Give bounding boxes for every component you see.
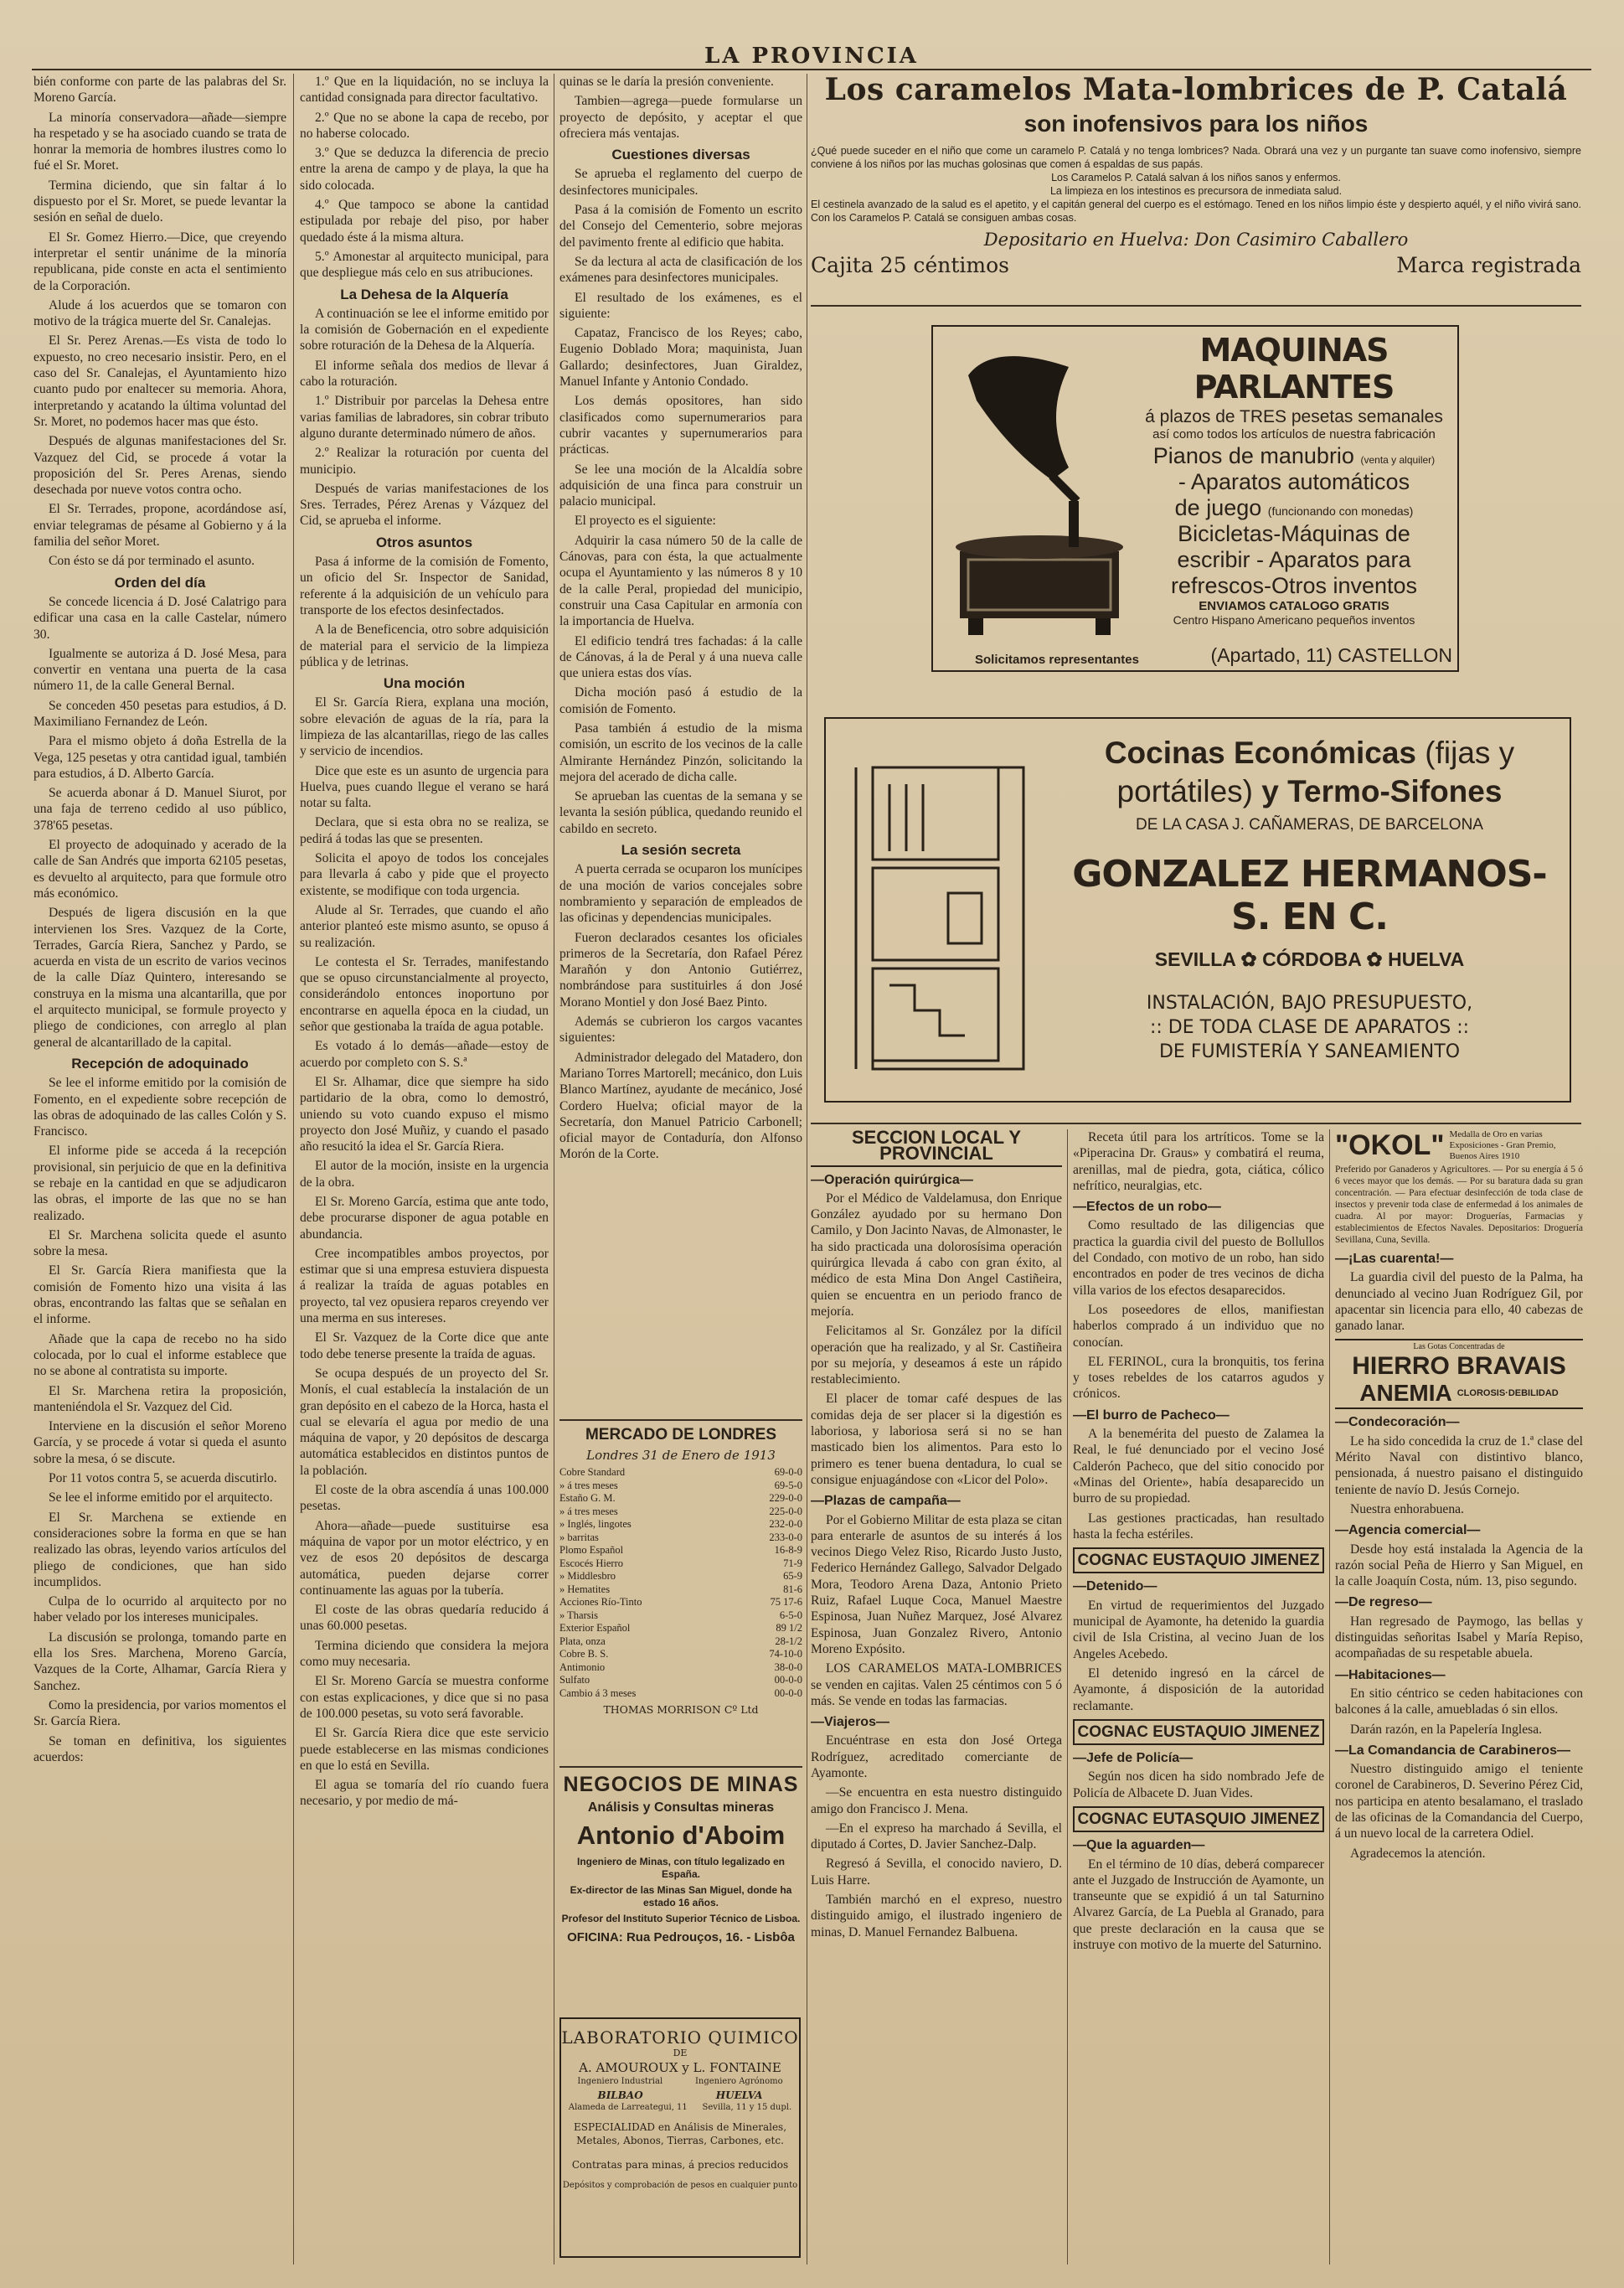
market-item: Escocés Hierro — [559, 1557, 624, 1569]
paragraph: El Sr. García Riera manifiesta que la comisión de Fomento hizo una visita á las obras, encontrando las faltas que se señalan en el informe. — [34, 1263, 286, 1327]
cocinas-company: GONZALEZ HERMANOS-S. EN C. — [1072, 853, 1547, 938]
column-1 — [34, 74, 286, 2265]
section-heading: Cuestiones diversas — [611, 147, 750, 163]
maquinas-line: Bicicletas-Máquinas de — [1178, 521, 1410, 546]
paragraph: Se toman en definitiva, los siguientes acuerdos: — [34, 1733, 286, 1764]
market-row — [559, 1661, 802, 1675]
maquinas-address: (Apartado, 11) CASTELLON — [1210, 644, 1452, 666]
minas-line: Profesor del Instituto Superior Técnico de Lisboa. — [561, 1913, 801, 1924]
market-value: 69-5-0 — [774, 1479, 802, 1491]
paragraph: El Sr. Terrades, propone, acordándose así, enviar telegramas de pésame al Gobierno y á la familia del señor Moret. — [34, 502, 286, 550]
minas-office: OFICINA: Rua Pedrouços, 16. - Lisbôa — [567, 1930, 795, 1945]
paragraph: También marchó en el expreso, nuestro distinguido amigo, el ilustrado ingeniero de minas, D. Manuel Fernandez Balbuena. — [811, 1893, 1062, 1939]
maquinas-ad — [931, 325, 1459, 672]
cocinas-line: Cocinas Económicas — [1104, 736, 1416, 770]
cocinas-row — [1060, 774, 1559, 809]
paragraph: Adquirir la casa número 50 de la calle de Cánovas, para con ésta, la que actualmente ocupa el Ayuntamiento y las números 8 y 10 de la calle Peral, propiedad del municipio, construir una Casa Capitular en armonía con la importancia de Huelva. — [559, 533, 802, 629]
paragraph: Según nos dicen ha sido nombrado Jefe de Policía de Albacete D. Juan Vides. — [1073, 1769, 1324, 1800]
market-row — [559, 1687, 802, 1701]
stove-illustration — [839, 734, 1049, 1086]
paragraph: Interviene en la discusión el señor Moreno García, y se procede á votar si queda el asunto sobre la mesa, ó se discute. — [34, 1419, 286, 1466]
market-value: 28-1/2 — [775, 1635, 802, 1647]
gramophone-icon — [943, 342, 1136, 643]
paragraph: En sitio céntrico se ceden habitaciones con balcones á la calle, amuebladas ó sin ellos. — [1335, 1686, 1583, 1717]
paragraph: El Sr. Marchena se extiende en consideraciones sobre la forma en que se han realizado las obras, leyendo varios artículos del pliego de condiciones, que han sido incumplidos. — [34, 1510, 286, 1589]
paragraph: El agua se tomaría del río cuando fuera necesario, y por medio de má- — [300, 1778, 549, 1809]
paragraph: Se ocupa después de un proyecto del Sr. Monís, el cual establecía la instalación de un gran depósito en el cabezo de la Horca, hasta el cual se elevaría el agua por medio de una máquina de vapor, y 20 depósitos de descarga automática establecidos en distintos puntos de la población. — [300, 1366, 549, 1478]
section-heading: Una moción — [383, 675, 466, 692]
section-heading: La sesión secreta — [621, 842, 741, 859]
cocinas-line: INSTALACIÓN, BAJO PRESUPUESTO, — [1146, 993, 1473, 1014]
market-value: 75 17-6 — [770, 1596, 802, 1608]
market-item: Cambio á 3 meses — [559, 1686, 637, 1699]
market-row — [559, 1518, 802, 1531]
paragraph: EL FERINOL, cura la bronquitis, tos ferina y toses rebeldes de los catarros agudos y crónicos. — [1073, 1354, 1324, 1402]
market-row — [559, 1583, 802, 1597]
paragraph: Por el Médico de Valdelamusa, don Enrique González ayudado por su hermano Don Camilo, y Don Jacinto Navas, de Almonaster, le ha sido practicada una dolorosísima operación quirúrgica llevada á cabo con gran éxito, al médico de esta Mina Don Angel Castiñeira, quien se encuentra en un periodo franco de mejoría. — [811, 1190, 1062, 1319]
news-heading: —Jefe de Policía— — [1073, 1751, 1194, 1766]
paragraph: Por el Gobierno Militar de esta plaza se citan para enterarle de asuntos de su interés á los vecinos Diego Velez Riso, Ricardo Justo Justo, Federico Hernández Gallego, Salvador Delgado Mora, Teodoro Arena Daza, Antonio Prieto Ruiz, Rafael Luque Coca, Manuel Maestre Espinosa, Juan Nuñez Marquez, José Alvarez Espinosa, Juan Gonzalez Rivero, Antonio Moreno Expósito. — [811, 1512, 1062, 1656]
paragraph: El coste de la obra ascendía á unas 100.000 pesetas. — [300, 1483, 549, 1514]
maquinas-note: (venta y alquiler) — [1360, 454, 1436, 466]
market-item: » barritas — [559, 1531, 599, 1543]
paragraph: —Se encuentra en esta nuestro distinguido amigo don Francisco J. Mena. — [811, 1785, 1062, 1816]
paragraph: El Sr. Vazquez de la Corte dice que ante todo debe tenerse presente la traída de aguas. — [300, 1330, 549, 1361]
column-rule — [1329, 1129, 1330, 2265]
paragraph: Para el mismo objeto á doña Estrella de la Vega, 125 pesetas y otra cantidad igual, también para estudios, á D. Alberto García. — [34, 734, 286, 781]
paragraph: Se aprueban las cuentas de la semana y se levanta la sesión pública, quedando reunido el cabildo en secreto. — [559, 789, 802, 836]
minas-line: Ingeniero de Minas, con título legalizado en España. — [576, 1856, 786, 1880]
column-2 — [300, 74, 549, 2265]
market-row — [559, 1635, 802, 1649]
paragraph: Administrador delegado del Matadero, don Mariano Torres Martorell; mecánico, don Luis Blanco Martínez, ayudante de mecánico, José Cordero Huelva; oficial mayor de la Secretaría, don Manuel Patricio Carbonell; oficial mayor de Contaduría, don Alfonso Morón de la Corte. — [559, 1050, 802, 1162]
paragraph: Nuestra enhorabuena. — [1350, 1501, 1464, 1516]
lab-de: DE — [673, 2048, 688, 2058]
market-item: » Tharsis — [559, 1609, 598, 1621]
news-heading: —Agencia comercial— — [1335, 1523, 1481, 1538]
paragraph: Dice que este es un asunto de urgencia para Huelva, pues cuando llegue el verano se hará notar su falta. — [300, 763, 549, 811]
market-value: 74-10-0 — [769, 1648, 802, 1660]
rule — [811, 1123, 1581, 1124]
gramophone-illustration — [943, 342, 1136, 643]
catala-subtitle: son inofensivos para los niños — [1023, 111, 1369, 137]
market-date: Londres 31 de Enero de 1913 — [586, 1448, 776, 1463]
cocinas-cities: SEVILLA ✿ CÓRDOBA ✿ HUELVA — [1154, 948, 1465, 970]
market-row — [559, 1506, 802, 1519]
paragraph: El Sr. Gomez Hierro.—Dice, que creyendo interpretar el sentir unánime de la minoría republicana, pide conste en acta el sentimiento de la Corporación. — [34, 230, 286, 293]
news-heading: —Viajeros— — [811, 1715, 889, 1730]
paragraph: 3.º Que se deduzca la diferencia de precio entre la arena de campo y de playa, la que ha sido colocada. — [300, 146, 549, 193]
catala-price: Cajita 25 céntimos — [811, 253, 1009, 277]
maquinas-line: ENVIAMOS CATALOGO GRATIS — [1199, 599, 1389, 613]
catala-text: Los Caramelos P. Catalá salvan á los niños sanos y enfermos. — [1051, 172, 1341, 183]
news-heading: —Plazas de campaña— — [811, 1494, 961, 1509]
paragraph: A puerta cerrada se ocuparon los munícipes de una moción de varios concejales sobre nombramiento y separación de empleados de las oficinas y dependencias municipales. — [559, 862, 802, 926]
cocinas-line: :: DE TODA CLASE DE APARATOS :: — [1149, 1017, 1470, 1038]
column-rule — [1067, 1129, 1068, 2265]
news-heading: —Habitaciones— — [1335, 1667, 1446, 1682]
column-4 — [811, 1129, 1062, 2265]
catala-depositario: Depositario en Huelva: Don Casimiro Caballero — [983, 230, 1409, 250]
rule — [811, 305, 1581, 307]
okol-title: "OKOL" — [1335, 1129, 1445, 1161]
paragraph: Igualmente se autoriza á D. José Mesa, para convertir en ventana una puerta de la casa número 11, de la calle General Bernal. — [34, 646, 286, 694]
minas-ad — [559, 1773, 802, 2003]
minas-name: Antonio d'Aboim — [576, 1821, 786, 1850]
paragraph: Ahora—añade—puede sustituirse esa máquina de vapor por un motor eléctrico, y en vez de esos 20 depósitos de descarga automática, pueden dejarse correr continuamente las aguas por la tubería. — [300, 1518, 549, 1598]
catala-text: El cestinela avanzado de la salud es el apetito, y el capitán general del cuerpo es el estómago. Tened en los niños limpio éste y despierto aquél, y el niño vivirá sano. Con los Caramelos P. Catalá se consiguen ambas cosas. — [811, 199, 1581, 224]
market-value: 89 1/2 — [776, 1622, 802, 1634]
market-value: 81-6 — [783, 1583, 802, 1595]
lab-title: LABORATORIO QUIMICO — [561, 2027, 799, 2048]
paragraph: 2.º Que no se abone la capa de recebo, por no haberse colocado. — [300, 110, 549, 141]
lab-names: A. AMOUROUX y L. FONTAINE — [579, 2060, 781, 2075]
maquinas-row — [1138, 495, 1450, 521]
paragraph: Culpa de lo ocurrido al arquitecto por no haber velado por los intereses municipales. — [34, 1594, 286, 1625]
market-value: 229-0-0 — [769, 1492, 802, 1504]
catala-ad — [811, 72, 1581, 298]
market-item: Plomo Español — [559, 1544, 624, 1556]
cocinas-line: portátiles) — [1116, 774, 1253, 808]
maquinas-line: refrescos-Otros inventos — [1170, 573, 1418, 598]
rule — [559, 1419, 802, 1421]
market-title: MERCADO DE LONDRES — [585, 1426, 776, 1444]
paragraph: Como la presidencia, por varios momentos el Sr. García Riera. — [34, 1697, 286, 1729]
market-value: 232-0-0 — [769, 1518, 802, 1530]
lab-sub: Ingeniero Agrónomo — [694, 2077, 783, 2086]
maquinas-representantes: Solicitamos representantes — [975, 653, 1139, 667]
market-row — [559, 1570, 802, 1583]
column-5 — [1073, 1129, 1324, 2265]
paragraph: Después de algunas manifestaciones del Sr. Vazquez del Cid, se procede á votar la proposición del Sr. Peres Arenas, siendo desechada por nueve votos contra ocho. — [34, 434, 286, 498]
rule — [559, 1766, 802, 1768]
paragraph: Se lee el informe emitido por la comisión de Fomento, en el expediente sobre recepción de las obras de adoquinado de las calles Colón y S. Francisco. — [34, 1076, 286, 1139]
lab-addresses — [561, 2103, 799, 2112]
maquinas-line: - Aparatos automáticos — [1178, 469, 1410, 494]
paragraph: Encuéntrase en esta don José Ortega Rodríguez, acreditado comerciante de Ayamonte. — [811, 1733, 1062, 1780]
market-value: 69-0-0 — [774, 1466, 802, 1478]
paragraph: El placer de tomar café despues de las comidas deja de ser placer si la digestión es laboriosa, y laboriosa será si no se han masticado bien los alimentos. Para esto lo primero es tener buena dentadura, lo cual se consigue enjuagándose con «Licor del Polo». — [811, 1392, 1062, 1487]
section-heading: Otros asuntos — [375, 534, 473, 550]
paragraph: 1.º Que en la liquidación, no se incluya la cantidad consignada para director facultativo. — [300, 75, 549, 106]
maquinas-line: Centro Hispano Americano pequeños inventos — [1173, 613, 1415, 627]
paragraph: LOS CARAMELOS MATA-LOMBRICES se venden en cajitas. Valen 25 céntimos con 5 ó más. Se vende en todas las farmacias. — [811, 1661, 1062, 1708]
paragraph: A la benemérita del puesto de Zalamea la Real, le fué denunciado por el vecino José Calderón Pacheco, que del sitio conocido por «Minas del Oriente», había desaparecido un burro de su propiedad. — [1073, 1427, 1324, 1506]
paragraph: El Sr. Alhamar, dice que siempre ha sido partidario de la obra, como lo demostró, uniendo su voto cuando expuso el mismo proyecto don José Muñiz, y cuando el pasado año resucitó la idea el Sr. García Riera. — [300, 1074, 549, 1154]
paragraph: Termina diciendo, que sin faltar á lo dispuesto por el Sr. Moret, se puede levantar la sesión en señal de duelo. — [34, 178, 286, 225]
paragraph: El Sr. Marchena retira la proposición, manteniéndola el Sr. Vazquez del Cid. — [34, 1383, 286, 1414]
lab-deposit: Depósitos y comprobación de pesos en cualquier punto — [562, 2181, 798, 2190]
paragraph: Desde hoy está instalada la Agencia de la razón social Peña de Hierro y San Miguel, en la calle Joaquín Costa, núm. 13, piso segundo. — [1335, 1542, 1583, 1589]
paragraph: El coste de las obras quedaría reducido á unas 60.000 pesetas. — [300, 1603, 549, 1634]
market-row — [559, 1596, 802, 1609]
paragraph: El Sr. García Riera, explana una moción, sobre elevación de aguas de la ría, para la limpieza de las alcantarillas, riego de las calles y servicio de incendios. — [300, 695, 549, 759]
paragraph: 2.º Realizar la roturación por cuenta del municipio. — [300, 446, 549, 477]
news-heading: —El burro de Pacheco— — [1073, 1407, 1230, 1423]
maquinas-line: así como todos los artículos de nuestra fabricación — [1152, 427, 1436, 442]
paragraph: Felicitamos al Sr. González por la difícil operación que ha realizado, y al Sr. Castiñeira por su mejoría, y deseamos á este un rápido restablecimiento. — [811, 1324, 1062, 1387]
paragraph: Los poseedores de ellos, manifiestan haberlos comprado á un individuo que no conocían. — [1073, 1302, 1324, 1350]
news-heading: —Que la aguarden— — [1073, 1838, 1205, 1853]
market-value: 38-0-0 — [774, 1660, 802, 1673]
lab-subtitles — [561, 2077, 799, 2086]
anemia-title: ANEMIA — [1359, 1380, 1452, 1407]
cognac-ad: COGNAC EUSTAQUIO JIMENEZ — [1073, 1719, 1324, 1745]
okol-text: Preferido por Ganaderos y Agricultores. — Por su energía á 5 ó 6 veces mayor que los demás. — Por su baratura dada su gran concentración. — Para efectuar desinfección de toda clase de insectos y prevenir toda clase de enfermedad á los animales de cuadra. Al por mayor: Droguerías, Farmacias y establecimientos de Efectos Navales. Depositarios: Droguería Sevillana, Cuna, Sevilla. — [1335, 1165, 1583, 1245]
paragraph: Los demás opositores, han sido clasificados como supernumerarios para cubrir vacantes y supernumerarios para prácticas. — [559, 394, 802, 457]
market-row — [559, 1648, 802, 1661]
anemia-right: CLOROSIS·DEBILIDAD — [1456, 1387, 1559, 1398]
cocinas-line: (fijas y — [1425, 736, 1515, 770]
paragraph: El Sr. García Riera dice que este servicio puede establecerse en las mismas condiciones en que lo está en Sevilla. — [300, 1726, 549, 1773]
paragraph: 5.º Amonestar al arquitecto municipal, para que despliegue más celo en sus atribuciones. — [300, 249, 549, 281]
paragraph: Se aprueba el reglamento del cuerpo de desinfectores municipales. — [559, 167, 802, 198]
market-row — [559, 1492, 802, 1506]
cocinas-ad — [824, 717, 1571, 1103]
market-item: Plata, onza — [559, 1635, 606, 1647]
maquinas-text — [1138, 332, 1450, 627]
paragraph: Alude á los acuerdos que se tomaron con motivo de la trágica muerte del Sr. Canalejas. — [34, 297, 286, 329]
hierro-title: HIERRO BRAVAIS — [1352, 1352, 1566, 1381]
paragraph: El Sr. Marchena solicita quede el asunto sobre la mesa. — [34, 1227, 286, 1259]
lab-cities — [561, 2089, 799, 2101]
paragraph: El Sr. Moreno García, estima que ante todo, debe procurarse disponer de agua potable en abundancia. — [300, 1195, 549, 1242]
market-item: » Hematites — [559, 1583, 611, 1595]
paragraph: A la de Beneficencia, otro sobre adquisición de material para el servicio de la limpieza pública y de letrinas. — [300, 622, 549, 669]
paragraph: bién conforme con parte de las palabras del Sr. Moreno García. — [34, 75, 286, 106]
market-item: Exterior Español — [559, 1622, 631, 1634]
section-heading: La Dehesa de la Alquería — [340, 286, 508, 302]
paragraph: Le ha sido concedida la cruz de 1.ª clase del Mérito Naval con distintivo blanco, pensionada, á nuestro paisano el distinguido teniente de navío D. Jesús Cornejo. — [1335, 1433, 1583, 1497]
maquinas-title: MAQUINAS PARLANTES — [1194, 332, 1395, 405]
paragraph: El proyecto es el siguiente: — [575, 514, 716, 529]
market-box — [559, 1424, 802, 1759]
market-item: » Inglés, lingotes — [559, 1518, 632, 1530]
lab-address: Alameda de Larreategui, 11 — [568, 2103, 688, 2112]
paragraph: Regresó á Sevilla, el conocido naviero, D. Luis Harre. — [811, 1857, 1062, 1888]
maquinas-footer — [975, 644, 1452, 667]
water-heater-diagram-icon — [839, 734, 1049, 1086]
paragraph: 4.º Que tampoco se abone la cantidad estipulada por rebaje del piso, por haber quedado éste á la misma altura. — [300, 198, 549, 245]
market-item: Acciones Río-Tinto — [559, 1596, 642, 1608]
paragraph: Pasa á la comisión de Fomento un escrito del Consejo del Cementerio, sobre mejoras del pavimento frente al edificio que habita. — [559, 203, 802, 250]
news-heading: —¡Las cuarenta!— — [1335, 1252, 1454, 1266]
news-heading: —Efectos de un robo— — [1073, 1200, 1221, 1215]
okol-ad-header — [1335, 1129, 1583, 1162]
news-heading: —Operación quirúrgica— — [811, 1172, 973, 1187]
cocinas-line: y Termo-Sifones — [1261, 774, 1503, 808]
paragraph: —En el expreso ha marchado á Sevilla, el diputado á Cortes, D. Javier Sanchez-Dalp. — [811, 1821, 1062, 1852]
market-row — [559, 1531, 802, 1545]
paragraph: La guardia civil del puesto de la Palma, ha denunciado al vecino Juan Rodríguez Gil, por apacentar sin licencia para ello, 40 cabezas de ganado lanar. — [1335, 1270, 1583, 1334]
market-row — [559, 1609, 802, 1623]
cocinas-text — [1060, 736, 1559, 1062]
hierro-top: Las Gotas Concentradas de — [1413, 1342, 1505, 1352]
market-value: 00-0-0 — [774, 1674, 802, 1686]
cocinas-line: DE LA CASA J. CAÑAMERAS, DE BARCELONA — [1136, 816, 1483, 834]
cognac-ad: COGNAC EUTASQUIO JIMENEZ — [1073, 1806, 1324, 1832]
paragraph: La minoría conservadora—añade—siempre ha respetado y se ha asociado cuando se trata de honrar la memoria de hombres ilustres como lo fué el Sr. Moret. — [34, 110, 286, 173]
news-heading: —La Comandancia de Carabineros— — [1335, 1743, 1570, 1758]
paragraph: Le contesta el Sr. Terrades, manifestando que se opuso circunstancialmente al proyecto, considerándolo entonces inoportuno por encontrarse en aquella época en la ciudad, un señor que gestionaba la traída de agua potable. — [300, 954, 549, 1035]
paragraph: 1.º Distribuir por parcelas la Dehesa entre varias familias de labradores, sin cobrar tributo alguno durante determinado número de años. — [300, 394, 549, 441]
market-item: » Middlesbro — [559, 1570, 616, 1582]
market-table — [559, 1466, 802, 1700]
paragraph: Se da lectura al acta de clasificación de los exámenes para desinfectores municipales. — [559, 254, 802, 286]
masthead — [32, 44, 1591, 70]
maquinas-line: de juego — [1174, 495, 1262, 520]
lab-contract: Contratas para minas, á precios reducidos — [571, 2159, 789, 2171]
lab-city: HUELVA — [715, 2089, 763, 2101]
paragraph: Agradecemos la atención. — [1350, 1846, 1486, 1861]
section-heading: Orden del día — [114, 574, 206, 591]
catala-brand: Marca registrada — [1396, 253, 1581, 277]
hierro-ad — [1335, 1339, 1583, 1409]
market-row — [559, 1466, 802, 1480]
market-item: Cobre Standard — [559, 1466, 626, 1478]
paragraph: Pasa también á estudio de la misma comisión, un escrito de los vecinos de la calle Almirante Hernández Pinzón, solicitando la mejora del acerado de dicha calle. — [559, 720, 802, 784]
paragraph: Como resultado de las diligencias que practica la guardia civil del puesto de Bollullos del Condado, con motivo de un robo, han sido encontrados en poder de tres vecinos de dicha villa varios de los efectos desaparecidos. — [1073, 1218, 1324, 1298]
paragraph: En el término de 10 días, deberá comparecer ante el Juzgado de Instrucción de Ayamonte, un transeunte que se expidió á un tal Saturnino Alvarez García, de La Puebla al Granado, para que preste declaración en la causa que se instruye con motivo de la muerte del Saturnino. — [1073, 1857, 1324, 1953]
paragraph: A continuación se lee el informe emitido por la comisión de Gobernación en el expediente sobre roturación de la Dehesa de la Alquería. — [300, 306, 549, 354]
paragraph: Después de ligera discusión en la que intervienen los Sres. Vazquez de la Corte, Terrades, García Riera, Sanchez y Pardo, se acuerda en vista de un escrito de varios vecinos de la calle Díaz Quintero, interesando se construya en la misma una alcantarilla, que por el arquitecto municipal, se formule proyecto y pliego de condiciones, con arreglo al plan general de alcantarillado de la capital. — [34, 906, 286, 1050]
lab-sub: Ingeniero Industrial — [577, 2077, 663, 2086]
paragraph: Se acuerda abonar á D. Manuel Siurot, por una faja de terreno cedido al uso público, 378'65 pesetas. — [34, 786, 286, 833]
market-row — [559, 1674, 802, 1687]
paragraph: Alude al Sr. Terrades, que cuando el año anterior planteó este mismo asunto, se opuso á su realización. — [300, 902, 549, 950]
paragraph: El informe pide se acceda á la recepción provisional, sin perjuicio de que en la definitiva se rebaje en la cantidad en que se adjudicaron las obras, el importe de las que no se han realizado. — [34, 1144, 286, 1223]
maquinas-line: escribir - Aparatos para — [1177, 547, 1411, 572]
market-row — [559, 1622, 802, 1635]
market-row — [559, 1557, 802, 1571]
section-heading: Recepción de adoquinado — [71, 1055, 249, 1072]
section-title: SECCION LOCAL Y PROVINCIAL — [811, 1129, 1062, 1167]
paragraph: Por 11 votos contra 5, se acuerda discutirlo. — [49, 1471, 277, 1486]
maquinas-line: Pianos de manubrio — [1152, 443, 1354, 468]
market-item: » á tres meses — [559, 1479, 618, 1491]
minas-line: Ex-director de las Minas San Miguel, donde ha estado 16 años. — [570, 1884, 792, 1908]
market-row — [559, 1544, 802, 1557]
paragraph: Han regresado de Paymogo, las bellas y distinguidas señoritas Isabel y María Repiso, acompañadas de su respetable abuela. — [1335, 1614, 1583, 1661]
minas-title: NEGOCIOS DE MINAS — [563, 1773, 799, 1796]
paragraph: Darán razón, en la Papelería Inglesa. — [1350, 1722, 1543, 1737]
market-row — [559, 1480, 802, 1493]
paragraph: El informe señala dos medios de llevar á cabo la roturación. — [300, 358, 549, 390]
paragraph: Se lee una moción de la Alcaldía sobre adquisición de una finca para construir un palacio municipal. — [559, 462, 802, 509]
lab-spec: ESPECIALIDAD en Análisis de Minerales, Metales, Abonos, Tierras, Carbones, etc. — [573, 2121, 787, 2146]
paragraph: Se lee el informe emitido por el arquitecto. — [49, 1490, 273, 1506]
column-6 — [1335, 1129, 1583, 2265]
lab-ad — [559, 2017, 801, 2258]
market-value: 233-0-0 — [769, 1531, 802, 1543]
paragraph: Añade que la capa de recebo no ha sido colocada, por lo cual el informe establece que no se abone al contratista su importe. — [34, 1331, 286, 1379]
paragraph: Declara, que si esta obra no se realiza, se pedirá á todas las que se presenten. — [300, 815, 549, 846]
market-signature: THOMAS MORRISON Cº Ltd — [603, 1703, 759, 1716]
maquinas-row — [1138, 443, 1450, 469]
catala-text: La limpieza en los intestinos es precursora de inmediata salud. — [1049, 185, 1343, 197]
market-value: 65-9 — [783, 1570, 802, 1582]
paragraph: Nuestro distinguido amigo el teniente coronel de Carabineros, D. Severino Pérez Cid, nos participa en atento besalamano, el traslado de las oficinas de la Comandancia del Cuerpo, á un nuevo local de la carretera Odiel. — [1335, 1762, 1583, 1841]
market-value: 71-9 — [783, 1557, 802, 1569]
paragraph: Se concede licencia á D. José Calatrigo para edificar una casa en la calle Castelar, número 30. — [34, 594, 286, 642]
market-value: 6-5-0 — [779, 1609, 802, 1621]
paragraph: El proyecto de adoquinado y acerado de la calle de San Andrés que importa 62105 pesetas, es devuelto al arquitecto, para que formule otro más económico. — [34, 838, 286, 901]
minas-sub: Análisis y Consultas mineras — [587, 1800, 775, 1815]
maquinas-note: (funcionando con monedas) — [1267, 504, 1414, 518]
paragraph: El detenido ingresó en la cárcel de Ayamonte, á disposición de la autoridad reclamante. — [1073, 1666, 1324, 1713]
anemia-row — [1335, 1381, 1583, 1406]
paragraph: El edificio tendrá tres fachadas: á la calle de Cánovas, á la de Peral y á una nueva calle que uniera estas dos vías. — [559, 633, 802, 681]
paragraph: Las gestiones practicadas, han resultado hasta la fecha estériles. — [1073, 1511, 1324, 1542]
news-heading: —Condecoración— — [1335, 1415, 1460, 1430]
lab-address: Sevilla, 11 y 15 dupl. — [702, 2103, 792, 2112]
catala-text: ¿Qué puede suceder en el niño que come un caramelo P. Catalá y no tenga lombrices? Nada. Obrará una vez y un purgante tan suave como inofensivo, siempre conviene á los niños por las muchas golosinas que comen á espaldas de sus papás. — [811, 145, 1581, 170]
catala-footer — [811, 253, 1581, 277]
paragraph: La discusión se prolonga, tomando parte en ella los Sres. Marchena, Moreno García, Vazques de la Corte, Alhamar, García Riera y Sanchez. — [34, 1629, 286, 1693]
cocinas-line: DE FUMISTERÍA Y SANEAMIENTO — [1158, 1041, 1461, 1062]
market-item: Antimonio — [559, 1660, 606, 1673]
paragraph: Pasa á informe de la comisión de Fomento, un oficio del Sr. Inspector de Sanidad, referente á la adquisición de un vehículo para transporte de los efectos desinfectados. — [300, 555, 549, 617]
okol-medal: Medalla de Oro en varias Exposiciones - Gran Premio, Buenos Aires 1910 — [1449, 1129, 1556, 1161]
market-value: 16-8-9 — [774, 1544, 802, 1556]
cocinas-row — [1060, 736, 1559, 771]
cognac-ad: COGNAC EUSTAQUIO JIMENEZ — [1073, 1547, 1324, 1573]
paragraph: Fueron declarados cesantes los oficiales primeros de la Secretaría, don Rafael Pérez Marañón y don Antonio Gutiérrez, nombrándose para sustituirles á don José Morano Montiel y don José Baez Pinto. — [559, 930, 802, 1010]
paragraph: Receta útil para los artríticos. Tome se la «Piperacina Dr. Graus» y combatirá el reuma, arenillas, mal de piedra, gota, ciática, cólico nefrítico, neuralgias, etc. — [1073, 1130, 1324, 1193]
paragraph: El Sr. Moreno García se muestra conforme con estas explicaciones, y dice que si no pasa de 100.000 pesetas, su voto será favorable. — [300, 1674, 549, 1721]
paragraph: Tambien—agrega—puede formularse un proyecto de depósito, y aceptar el que ofreciera más ventajas. — [559, 94, 802, 141]
column-rule — [293, 74, 294, 2265]
market-value: 00-0-0 — [774, 1686, 802, 1699]
paragraph: Cree incompatibles ambos proyectos, por estimar que si una empresa estuviera dispuesta á realizar la traída de aguas potables en proyecto, tal vez opusiera reparos creyendo ver una merma en sus intereses. — [300, 1246, 549, 1326]
market-item: » á tres meses — [559, 1505, 618, 1517]
news-heading: —De regreso— — [1335, 1595, 1432, 1610]
paragraph: El resultado de los exámenes, es el siguiente: — [559, 290, 802, 321]
market-value: 225-0-0 — [769, 1505, 802, 1517]
paragraph: Dicha moción pasó á estudio de la comisión de Fomento. — [559, 685, 802, 716]
paragraph: Termina diciendo que considera la mejora como muy necesaria. — [300, 1638, 549, 1670]
paragraph: El autor de la moción, insiste en la urgencia de la obra. — [300, 1159, 549, 1190]
paragraph: Además se cubrieron los cargos vacantes siguientes: — [559, 1015, 802, 1046]
market-item: Sulfato — [559, 1674, 590, 1686]
paragraph: Capataz, Francisco de los Reyes; cabo, Eugenio Doblado Mora; maquinista, Juan Gallardo; desinfectores, Juan Giraldez, Manuel Infante y Antonio Condado. — [559, 326, 802, 390]
paragraph: Se conceden 450 pesetas para estudios, á D. Maximiliano Fernandez de León. — [34, 698, 286, 729]
paragraph: Después de varias manifestaciones de los Sres. Terrades, Pérez Arenas y Vázquez del Cid, se aprueba el informe. — [300, 481, 549, 529]
column-3 — [559, 74, 802, 1414]
lab-city: BILBAO — [597, 2089, 643, 2101]
catala-title: Los caramelos Mata-lombrices de P. Catalá — [824, 72, 1568, 107]
market-item: Cobre B. S. — [559, 1648, 609, 1660]
maquinas-line: á plazos de TRES pesetas semanales — [1145, 407, 1443, 426]
paragraph: En virtud de requerimientos del Juzgado municipal de Ayamonte, ha detenido la guardia civil de Isla Cristina, al vecino Juan de los Angeles Acebedo. — [1073, 1598, 1324, 1661]
paragraph: quinas se le daría la presión conveniente. — [559, 75, 774, 89]
paragraph: Solicita el apoyo de todos los concejales para llevarla á cabo y pide que el proyecto existente, se modifique con toda urgencia. — [300, 851, 549, 898]
news-heading: —Detenido— — [1073, 1579, 1157, 1594]
paragraph: Con ésto se dá por terminado el asunto. — [49, 554, 255, 569]
paragraph: El Sr. Perez Arenas.—Es vista de todo lo expuesto, no creo necesario insistir. Pero, en el caso del Sr. Canalejas, el Ayuntamiento hizo cuanto pudo por enaltecer su memoria. Ahora, interpretando y acatando la última voluntad del Sr. Moret, no podemos hacer mas que ésto. — [34, 333, 286, 429]
masthead-title: LA PROVINCIA — [704, 44, 919, 69]
paragraph: Es votado á lo demás—añade—estoy de acuerdo por completo con S. S.ª — [300, 1039, 549, 1070]
market-item: Estaño G. M. — [559, 1492, 616, 1504]
